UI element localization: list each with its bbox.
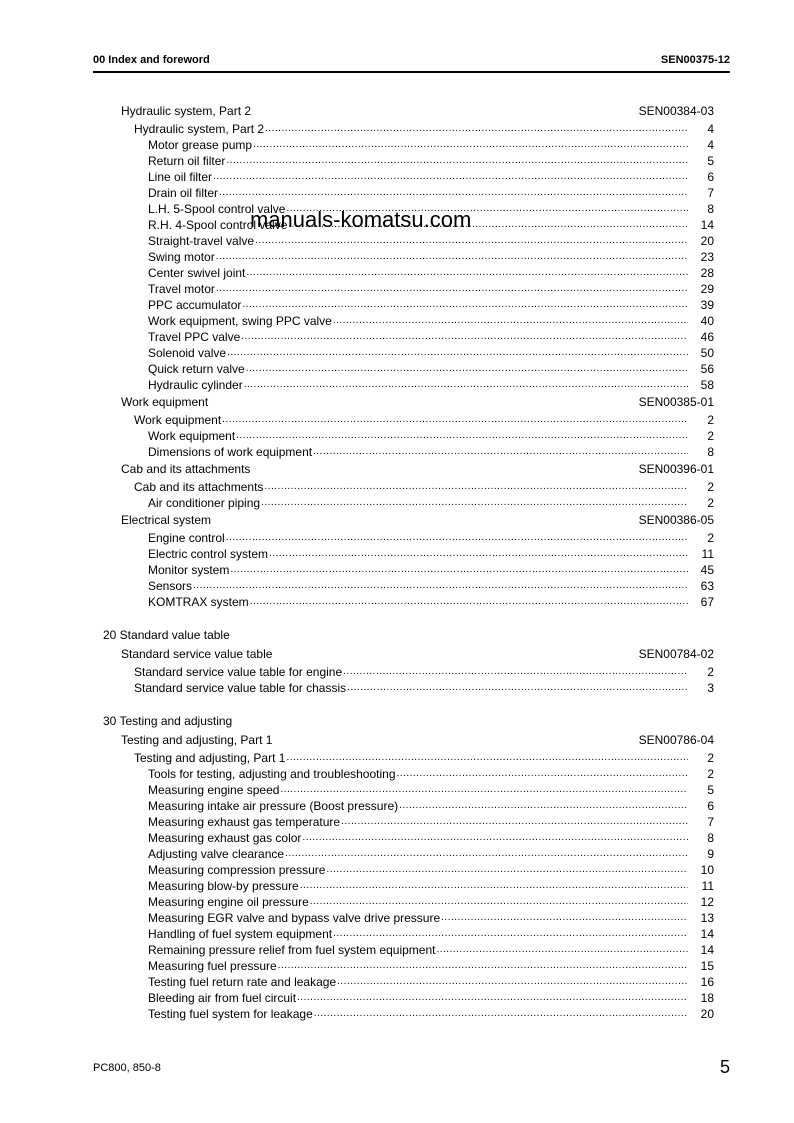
- toc-section-heading[interactable]: [93, 511, 714, 530]
- entry-title: Air conditioner piping: [148, 496, 261, 510]
- toc-entry[interactable]: [93, 782, 714, 798]
- toc-entry[interactable]: [93, 664, 714, 680]
- entry-page-number: 2: [707, 767, 714, 781]
- dot-leader: [286, 750, 688, 766]
- entry-page-number: 5: [707, 783, 714, 797]
- toc-entry[interactable]: [93, 479, 714, 495]
- entry-page-number: 2: [707, 531, 714, 545]
- entry-page-number: 16: [700, 975, 714, 989]
- dot-leader: [265, 121, 688, 137]
- entry-page-number: 2: [707, 413, 714, 427]
- toc-entry[interactable]: [93, 562, 714, 578]
- dot-leader: [244, 377, 688, 393]
- toc-entry[interactable]: [93, 766, 714, 782]
- entry-page-number: 9: [707, 847, 714, 861]
- entry-page-number: 4: [707, 122, 714, 136]
- toc-entry[interactable]: [93, 942, 714, 958]
- toc-entry[interactable]: [93, 345, 714, 361]
- entry-title: PPC accumulator: [148, 298, 242, 312]
- toc-entry[interactable]: [93, 990, 714, 1006]
- entry-page-number: 67: [700, 595, 714, 609]
- entry-title: Monitor system: [148, 563, 230, 577]
- entry-page-number: 14: [700, 927, 714, 941]
- entry-page-number: 46: [700, 330, 714, 344]
- section-code: SEN00786-04: [638, 733, 714, 747]
- entry-title: Drain oil filter: [148, 186, 219, 200]
- toc-entry[interactable]: [93, 121, 714, 137]
- chapter-title: 20 Standard value table: [103, 628, 230, 642]
- entry-title: Standard service value table for chassis: [134, 681, 347, 695]
- toc-entry[interactable]: [93, 281, 714, 297]
- dot-leader: [230, 562, 688, 578]
- dot-leader: [250, 594, 688, 610]
- toc-chapter-heading: [93, 626, 714, 645]
- toc-entry[interactable]: [93, 530, 714, 546]
- entry-title: Electric control system: [148, 547, 269, 561]
- toc-entry[interactable]: [93, 169, 714, 185]
- dot-leader: [227, 345, 688, 361]
- toc-entry[interactable]: [93, 153, 714, 169]
- section-title: Hydraulic system, Part 2: [121, 104, 252, 118]
- entry-page-number: 28: [700, 266, 714, 280]
- entry-title: Measuring fuel pressure: [148, 959, 277, 973]
- dot-leader: [280, 782, 688, 798]
- section-code: SEN00385-01: [638, 395, 714, 409]
- document-code: SEN00375-12: [660, 54, 730, 66]
- entry-title: Line oil filter: [148, 170, 213, 184]
- entry-title: Measuring engine speed: [148, 783, 280, 797]
- entry-page-number: 63: [700, 579, 714, 593]
- dot-leader: [261, 495, 688, 511]
- dot-leader: [347, 680, 688, 696]
- entry-page-number: 23: [700, 250, 714, 264]
- entry-title: Bleeding air from fuel circuit: [148, 991, 297, 1005]
- section-title: Electrical system: [121, 513, 212, 527]
- toc-section-heading[interactable]: [93, 393, 714, 412]
- toc-entry[interactable]: [93, 428, 714, 444]
- entry-title: Solenoid valve: [148, 346, 227, 360]
- entry-page-number: 10: [700, 863, 714, 877]
- entry-page-number: 11: [701, 879, 714, 893]
- entry-title: Adjusting valve clearance: [148, 847, 285, 861]
- toc-entry[interactable]: [93, 444, 714, 460]
- dot-leader: [310, 894, 688, 910]
- entry-title: Measuring EGR valve and bypass valve drive pressure: [148, 911, 441, 925]
- section-title: Standard service value table: [121, 647, 273, 661]
- toc-entry[interactable]: [93, 894, 714, 910]
- toc-entry[interactable]: [93, 233, 714, 249]
- dot-leader: [253, 137, 688, 153]
- section-title: 00 Index and foreword: [93, 54, 210, 66]
- entry-page-number: 4: [707, 138, 714, 152]
- entry-title: L.H. 5-Spool control valve: [148, 202, 286, 216]
- dot-leader: [216, 281, 688, 297]
- dot-leader: [213, 169, 688, 185]
- entry-title: Straight-travel valve: [148, 234, 255, 248]
- toc-entry[interactable]: [93, 412, 714, 428]
- dot-leader: [269, 546, 688, 562]
- entry-title: Cab and its attachments: [134, 480, 264, 494]
- entry-title: Measuring engine oil pressure: [148, 895, 309, 909]
- footer-page-number: 5: [719, 1057, 730, 1077]
- toc-entry[interactable]: [93, 361, 714, 377]
- entry-title: Sensors: [148, 579, 193, 593]
- entry-page-number: 18: [700, 991, 714, 1005]
- toc-entry[interactable]: [93, 680, 714, 696]
- dot-leader: [313, 444, 688, 460]
- dot-leader: [216, 249, 688, 265]
- dot-leader: [226, 530, 688, 546]
- toc-entry[interactable]: [93, 495, 714, 511]
- entry-title: Motor grease pump: [148, 138, 253, 152]
- entry-page-number: 56: [700, 362, 714, 376]
- dot-leader: [436, 942, 688, 958]
- entry-page-number: 29: [700, 282, 714, 296]
- toc-entry[interactable]: [93, 910, 714, 926]
- toc-entry[interactable]: [93, 377, 714, 393]
- toc-entry[interactable]: [93, 974, 714, 990]
- toc-entry[interactable]: [93, 846, 714, 862]
- entry-page-number: 2: [707, 480, 714, 494]
- toc-entry[interactable]: [93, 958, 714, 974]
- entry-title: Handling of fuel system equipment: [148, 927, 333, 941]
- dot-leader: [236, 428, 688, 444]
- dot-leader: [399, 798, 688, 814]
- entry-page-number: 5: [707, 154, 714, 168]
- dot-leader: [219, 185, 688, 201]
- table-of-contents: [93, 102, 714, 1022]
- entry-page-number: 2: [707, 665, 714, 679]
- watermark: manuals-komatsu.com: [250, 207, 472, 232]
- entry-page-number: 45: [700, 563, 714, 577]
- dot-leader: [326, 862, 688, 878]
- toc-section-heading[interactable]: [93, 645, 714, 664]
- dot-leader: [302, 830, 688, 846]
- entry-page-number: 15: [700, 959, 714, 973]
- dot-leader: [314, 1006, 688, 1022]
- dot-leader: [285, 846, 688, 862]
- entry-title: Measuring exhaust gas temperature: [148, 815, 341, 829]
- entry-page-number: 58: [700, 378, 714, 392]
- dot-leader: [222, 412, 688, 428]
- entry-page-number: 14: [700, 943, 714, 957]
- header-rule: [93, 71, 730, 73]
- entry-title: R.H. 4-Spool control valve: [148, 218, 288, 232]
- entry-title: Work equipment: [148, 429, 236, 443]
- entry-title: Dimensions of work equipment: [148, 445, 313, 459]
- section-code: SEN00784-02: [638, 647, 714, 661]
- entry-page-number: 8: [707, 202, 714, 216]
- dot-leader: [193, 578, 688, 594]
- entry-title: Engine control: [148, 531, 225, 545]
- dot-leader: [255, 233, 688, 249]
- entry-page-number: 39: [700, 298, 714, 312]
- entry-title: Travel motor: [148, 282, 215, 296]
- footer-model: PC800, 850-8: [93, 1062, 161, 1074]
- entry-title: Measuring compression pressure: [148, 863, 326, 877]
- entry-title: Work equipment: [134, 413, 222, 427]
- toc-entry[interactable]: [93, 862, 714, 878]
- entry-title: Measuring intake air pressure (Boost pressure): [148, 799, 399, 813]
- entry-title: Standard service value table for engine: [134, 665, 343, 679]
- entry-title: Remaining pressure relief from fuel system equipment: [148, 943, 436, 957]
- toc-section-heading[interactable]: [93, 102, 714, 121]
- toc-entry[interactable]: [93, 185, 714, 201]
- dot-leader: [241, 329, 688, 345]
- toc-entry[interactable]: [93, 313, 714, 329]
- toc-section-heading[interactable]: [93, 731, 714, 750]
- section-gap: [93, 696, 714, 712]
- entry-page-number: 20: [700, 234, 714, 248]
- toc-chapter-heading: [93, 712, 714, 731]
- toc-entry[interactable]: [93, 830, 714, 846]
- entry-page-number: 7: [707, 186, 714, 200]
- toc-entry[interactable]: [93, 926, 714, 942]
- dot-leader: [441, 910, 688, 926]
- entry-title: Tools for testing, adjusting and troubleshooting: [148, 767, 396, 781]
- dot-leader: [242, 297, 688, 313]
- toc-entry[interactable]: [93, 578, 714, 594]
- toc-entry[interactable]: [93, 297, 714, 313]
- toc-entry[interactable]: [93, 594, 714, 610]
- dot-leader: [343, 664, 688, 680]
- entry-page-number: 50: [700, 346, 714, 360]
- dot-leader: [246, 265, 688, 281]
- entry-page-number: 14: [700, 218, 714, 232]
- toc-entry[interactable]: [93, 249, 714, 265]
- section-gap: [93, 610, 714, 626]
- toc-entry[interactable]: [93, 546, 714, 562]
- entry-title: Hydraulic cylinder: [148, 378, 243, 392]
- section-code: SEN00396-01: [638, 462, 714, 476]
- dot-leader: [264, 479, 688, 495]
- entry-page-number: 40: [700, 314, 714, 328]
- dot-leader: [226, 153, 688, 169]
- entry-title: Travel PPC valve: [148, 330, 241, 344]
- toc-entry[interactable]: [93, 814, 714, 830]
- dot-leader: [397, 766, 689, 782]
- toc-entry[interactable]: [93, 265, 714, 281]
- entry-title: Hydraulic system, Part 2: [134, 122, 265, 136]
- dot-leader: [337, 974, 688, 990]
- entry-title: Measuring blow-by pressure: [148, 879, 299, 893]
- entry-page-number: 13: [700, 911, 714, 925]
- entry-page-number: 12: [700, 895, 714, 909]
- entry-page-number: 8: [707, 445, 714, 459]
- entry-page-number: 2: [707, 429, 714, 443]
- section-code: SEN00384-03: [638, 104, 714, 118]
- entry-page-number: 20: [700, 1007, 714, 1021]
- section-title: Cab and its attachments: [121, 462, 251, 476]
- entry-page-number: 6: [707, 799, 714, 813]
- section-title: Testing and adjusting, Part 1: [121, 733, 273, 747]
- dot-leader: [297, 990, 688, 1006]
- dot-leader: [333, 926, 688, 942]
- entry-title: Return oil filter: [148, 154, 226, 168]
- section-title: Work equipment: [121, 395, 209, 409]
- entry-title: Center swivel joint: [148, 266, 246, 280]
- chapter-title: 30 Testing and adjusting: [103, 714, 233, 728]
- toc-section-heading[interactable]: [93, 460, 714, 479]
- entry-title: Testing fuel system for leakage: [148, 1007, 313, 1021]
- entry-title: Swing motor: [148, 250, 215, 264]
- toc-entry[interactable]: [93, 878, 714, 894]
- dot-leader: [300, 878, 688, 894]
- toc-entry[interactable]: [93, 137, 714, 153]
- entry-page-number: 3: [707, 681, 714, 695]
- dot-leader: [278, 958, 688, 974]
- entry-page-number: 11: [701, 547, 714, 561]
- entry-page-number: 6: [707, 170, 714, 184]
- entry-title: Testing and adjusting, Part 1: [134, 751, 286, 765]
- entry-title: Testing fuel return rate and leakage: [148, 975, 337, 989]
- dot-leader: [246, 361, 688, 377]
- dot-leader: [341, 814, 688, 830]
- toc-entry[interactable]: [93, 750, 714, 766]
- entry-page-number: 2: [707, 751, 714, 765]
- toc-entry[interactable]: [93, 798, 714, 814]
- entry-page-number: 2: [707, 496, 714, 510]
- entry-title: Quick return valve: [148, 362, 245, 376]
- entry-title: Work equipment, swing PPC valve: [148, 314, 332, 328]
- entry-page-number: 8: [707, 831, 714, 845]
- dot-leader: [333, 313, 688, 329]
- entry-page-number: 7: [707, 815, 714, 829]
- toc-entry[interactable]: [93, 329, 714, 345]
- section-code: SEN00386-05: [638, 513, 714, 527]
- entry-title: Measuring exhaust gas color: [148, 831, 302, 845]
- entry-title: KOMTRAX system: [148, 595, 249, 609]
- toc-entry[interactable]: [93, 1006, 714, 1022]
